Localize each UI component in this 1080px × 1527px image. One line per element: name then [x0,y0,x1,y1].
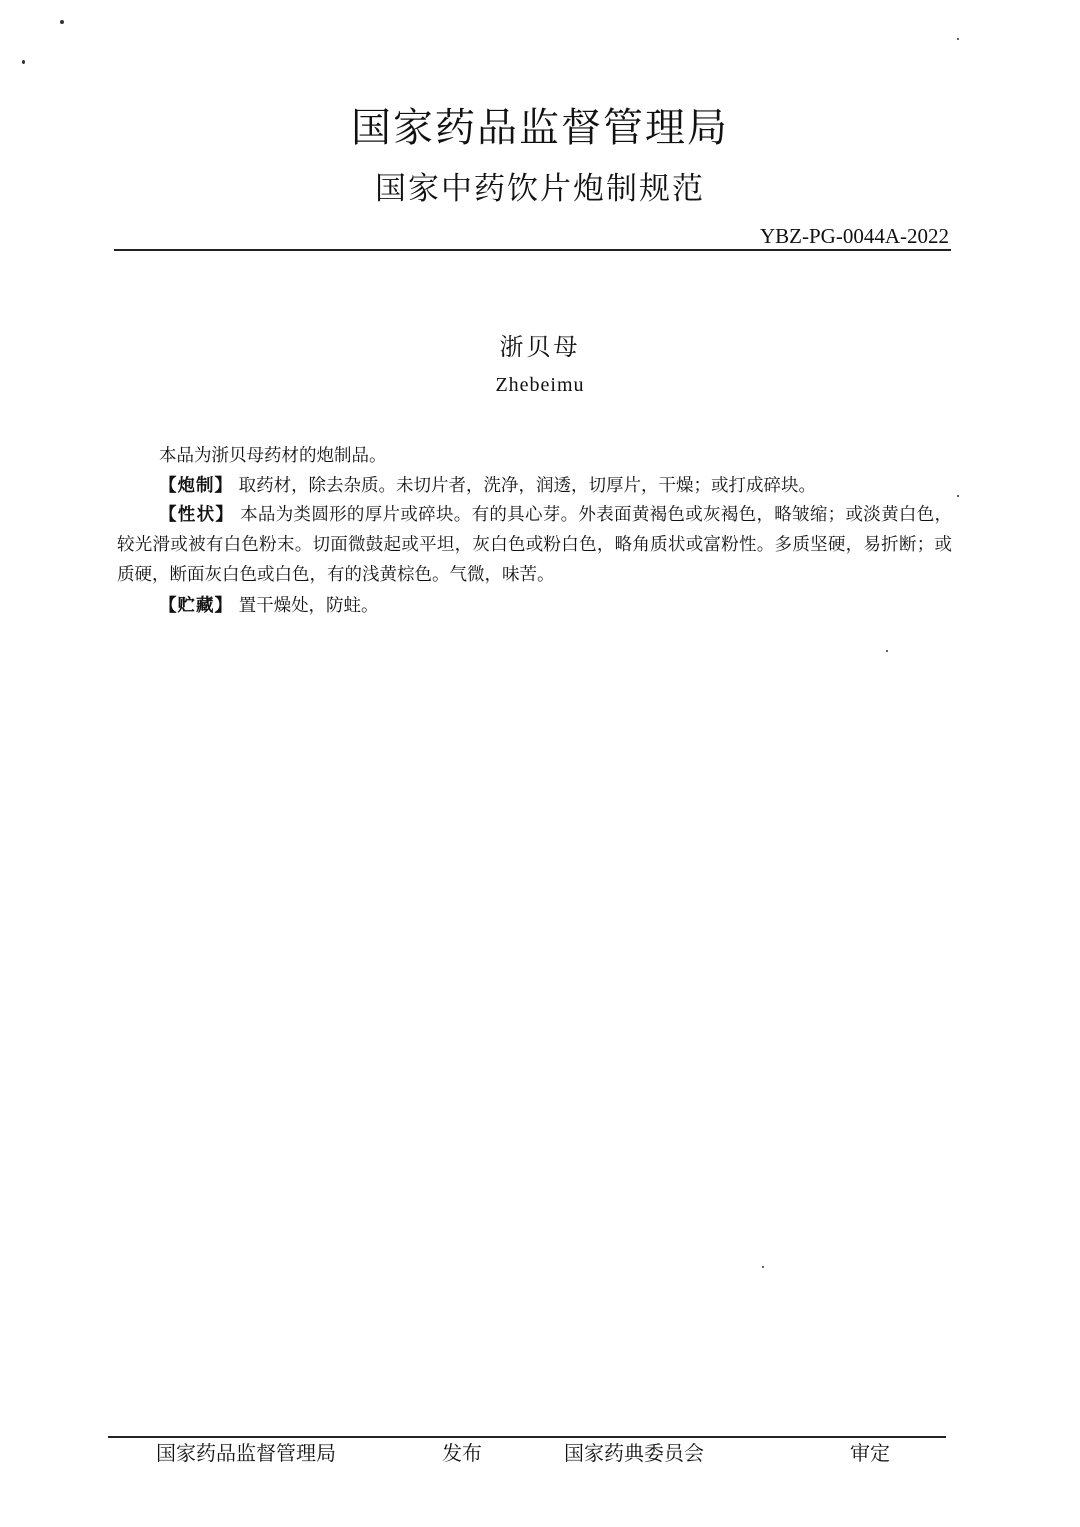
scan-speck [762,1266,764,1268]
scan-speck [957,38,959,40]
storage-paragraph [117,591,952,621]
characters-label: 【性状】 [159,505,235,525]
processing-paragraph [117,471,952,501]
scan-speck [60,20,64,24]
processing-label: 【炮制】 [159,476,233,496]
scan-speck [957,495,959,497]
footer-publish-label: 发布 [442,1441,482,1465]
storage-text: 置干燥处，防蛀。 [233,596,379,616]
footer-publisher: 国家药品监督管理局 [156,1441,336,1465]
processing-text: 取药材，除去杂质。未切片者，洗净，润透，切厚片，干燥；或打成碎块。 [233,476,817,496]
scan-speck [22,60,25,64]
monograph-title: 浙贝母 [499,333,581,361]
monograph-pinyin: Zhebeimu [495,374,585,396]
scan-speck [886,650,888,652]
storage-label: 【贮藏】 [159,596,233,616]
intro-paragraph: 本品为浙贝母药材的炮制品。 [159,446,387,466]
agency-title: 国家药品监督管理局 [351,105,729,151]
footer-reviewer: 国家药典委员会 [564,1441,704,1465]
characters-text: 本品为类圆形的厚片或碎块。有的具心芽。外表面黄褐色或灰褐色，略皱缩；或淡黄白色，较光滑或被有白色粉末。切面微鼓起或平坦，灰白色或粉白色，略角质状或富粉性。多质坚硬，易折断；或质硬，断面灰白色或白色，有的浅黄棕色。气微，味苦。 [117,505,953,585]
document-code: YBZ-PG-0044A-2022 [760,224,949,248]
standard-title: 国家中药饮片炮制规范 [375,171,705,207]
footer-review-label: 审定 [850,1441,890,1465]
characters-paragraph [117,500,952,590]
header-divider [114,249,951,251]
